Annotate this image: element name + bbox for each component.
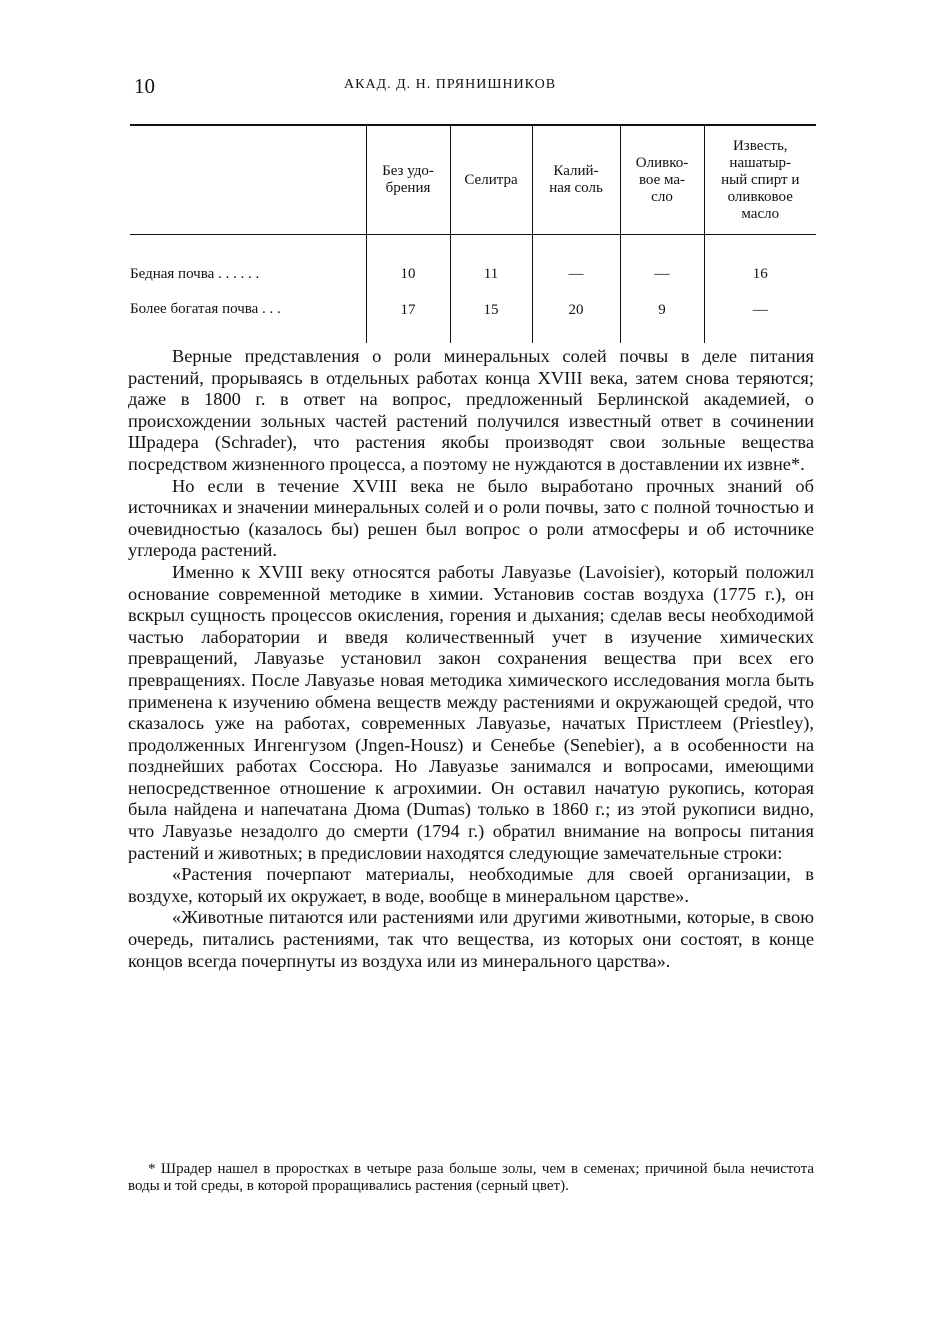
paragraph: Верные представления о роли минеральных солей почвы в деле питания растений, прорываясь в отдельных работах конца XVIII века, затем снова теряются; даже в 1800 г. в ответ на вопрос, предложенный Берлинской академией, о происхождении зольных частей растений получился известный ответ в сочинении Шрадера (Schrader), что растения якобы производят свои зольные вещества посредством жизненного процесса, а поэтому не нуждаются в доставлении их извне*. [128,346,814,474]
table-cell: — [704,292,816,343]
column-header: Без удо- брения [366,126,450,235]
table-cell: — [620,235,704,293]
column-header: Калий- ная соль [532,126,620,235]
column-header: Известь, нашатыр- ный спирт и оливковое масло [704,126,816,235]
table-header-row [130,126,816,235]
column-header: Оливко- вое ма- сло [620,126,704,235]
row-label: Бедная почва . . . . . . [130,266,260,282]
data-table [130,124,816,343]
table-cell: 20 [532,292,620,343]
table-cell: 15 [450,292,532,343]
footnote [128,1161,814,1195]
paragraph: Именно к XVIII веку относятся работы Лавуазье (Lavoisier), который положил основание современной методике в химии. Установив состав воздуха (1775 г.), он вскрыл сущность процессов окисления, горения и дыхания; сделав весы необходимой частью лаборатории и введя количественный учет в изучение химических превращений, Лавуазье установил закон сохранения вещества при всех его превращениях. После Лавуазье новая методика химического исследования могла быть применена к изучению обмена веществ между растениями и окружающей средой, что сказалось уже на работах, современных Лавуазье, начатых Пристлеем (Priestley), продолженных Ингенгузом (Jngen-Housz) и Сенебье (Senebier), а в особенности на позднейших работах Соссюра. Но Лавуазье занимался и вопросами, имеющими непосредственное отношение к агрохимии. Он оставил начатую рукопись, которая была найдена и напечатана Дюма (Dumas) только в 1860 г.; из этой рукописи видно, что Лавуазье незадолго до смерти (1794 г.) обратил внимание на вопросы питания растений и животных; в предисловии находятся следующие замечательные строки: [128,561,814,863]
table-cell: 17 [366,292,450,343]
page-number: 10 [134,74,155,98]
table-stub-header [130,126,366,235]
body-text [128,346,814,972]
table-row [130,235,816,293]
table-cell: — [532,235,620,293]
table-cell: 10 [366,235,450,293]
column-header: Селитра [450,126,532,235]
running-head: АКАД. Д. Н. ПРЯНИШНИКОВ [344,77,557,92]
quote-paragraph: «Животные питаются или растениями или другими животными, которые, в свою очередь, питались растениями, так что вещества, из которых они состоят, в конце концов всегда почерпнуты из воздуха или из минерального царства». [128,907,814,971]
table-cell: 16 [704,235,816,293]
table-row [130,292,816,343]
quote-paragraph: «Растения почерпают материалы, необходимые для своей организации, в воздухе, который их окружает, в воде, вообще в минеральном царстве». [128,864,814,906]
table-cell: 9 [620,292,704,343]
paragraph: Но если в течение XVIII века не было выработано прочных знаний об источниках и значении минеральных солей и о роли почвы, зато с полной точностью и очевидностью (казалось бы) решен был вопрос о роли атмосферы и об источнике углерода растений. [128,475,814,561]
table-cell: 11 [450,235,532,293]
footnote-text: * Шрадер нашел в проростках в четыре раза больше золы, чем в семенах; причиной была нечистота воды и той среды, в которой проращивались растения (серный цвет). [128,1161,814,1194]
row-label: Более богатая почва . . . [130,301,281,317]
